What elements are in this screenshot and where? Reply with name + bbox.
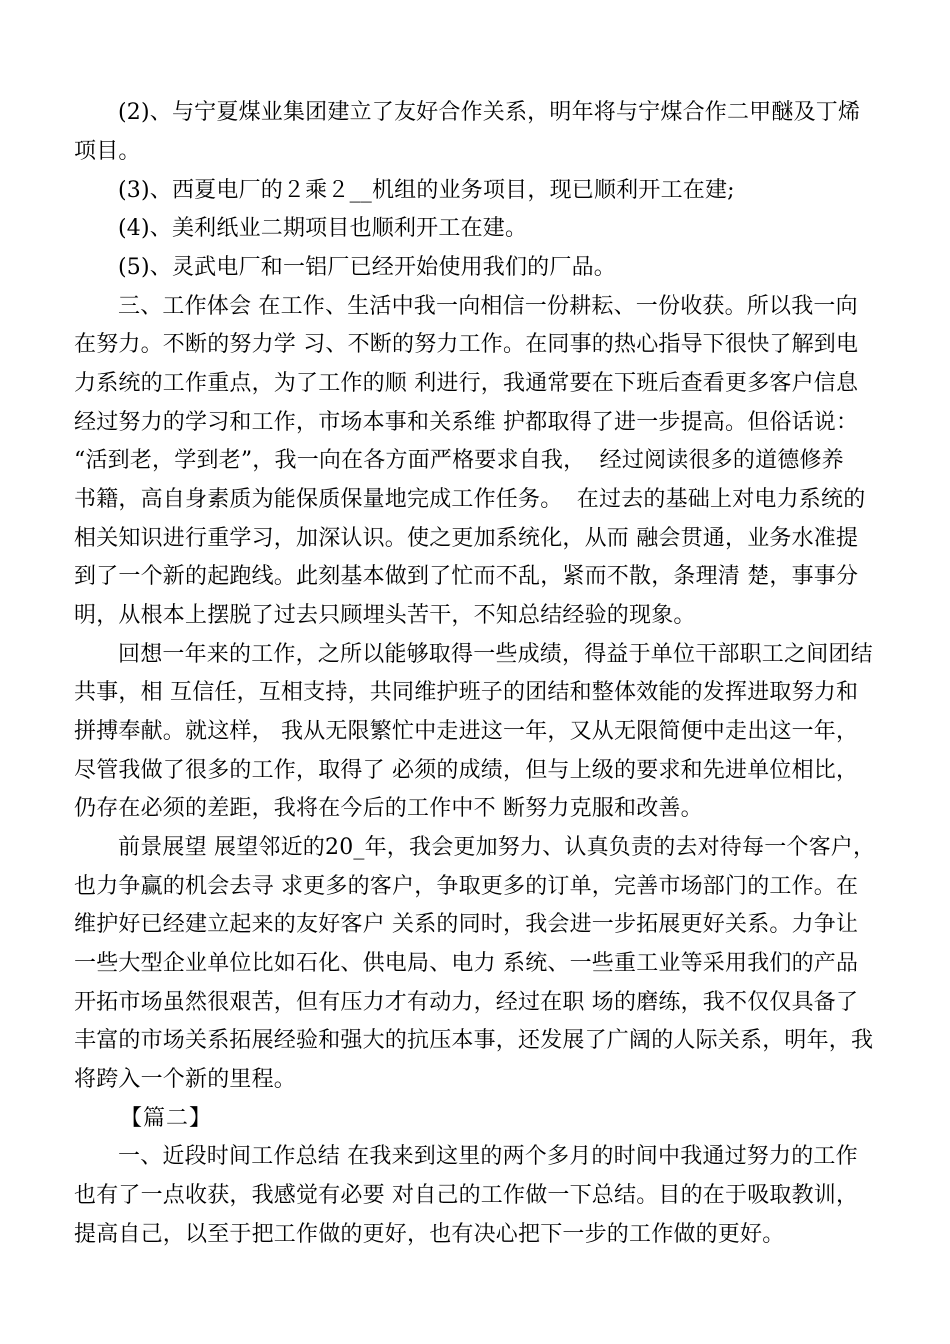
text-line: (2)、与宁夏煤业集团建立了友好合作关系，明年将与宁煤合作二甲醚及丁烯 xyxy=(118,100,861,125)
text-line: 力系统的工作重点，为了工作的顺 利进行，我通常要在下班后查看更多客户信息 xyxy=(74,371,859,396)
text-line: 回想一年来的工作，之所以能够取得一些成绩，得益于单位干部职工之间团结 xyxy=(118,642,873,667)
text-line: 尽管我做了很多的工作，取得了 必须的成绩，但与上级的要求和先进单位相比， xyxy=(74,758,859,783)
text-line: 到了一个新的起跑线。此刻基本做到了忙而不乱，紧而不散，条理清 楚，事事分 xyxy=(74,564,859,589)
text-line: 明，从根本上摆脱了过去只顾埋头苦干，不知总结经验的现象。 xyxy=(74,603,696,628)
text-line: “活到老，学到老”，我一向在各方面严格要求自我， 经过阅读很多的道德修养 xyxy=(74,448,844,473)
text-line: 提高自己，以至于把工作做的更好，也有决心把下一步的工作做的更好。 xyxy=(74,1222,785,1247)
text-line: 维护好已经建立起来的友好客户 关系的同时，我会进一步拓展更好关系。力争让 xyxy=(74,912,859,937)
text-line: 拼搏奉献。就这样， 我从无限繁忙中走进这一年，又从无限简便中走出这一年， xyxy=(74,719,859,744)
text-line: 书籍，高自身素质为能保质保量地完成工作任务。 在过去的基础上对电力系统的 xyxy=(74,487,866,512)
text-line: (5)、灵武电厂和一铝厂已经开始使用我们的厂品。 xyxy=(118,255,616,280)
text-line: 也有了一点收获，我感觉有必要 对自己的工作做一下总结。目的在于吸取教训， xyxy=(74,1183,859,1208)
text-line: 丰富的市场关系拓展经验和强大的抗压本事，还发展了广阔的人际关系，明年，我 xyxy=(74,1028,874,1053)
section-heading-line: 三、工作体会 在工作、生活中我一向相信一份耕耘、一份收获。所以我一向 xyxy=(118,294,858,319)
section-title: 【篇二】 xyxy=(120,1106,213,1131)
text-line: (4)、美利纸业二期项目也顺利开工在建。 xyxy=(118,216,528,241)
text-line: (3)、西夏电厂的２乘２__机组的业务项目，现已顺利开工在建; xyxy=(118,178,735,203)
text-line: 将跨入一个新的里程。 xyxy=(74,1067,297,1092)
text-line: 一、近段时间工作总结 在我来到这里的两个多月的时间中我通过努力的工作 xyxy=(118,1144,858,1169)
text-line: 也力争赢的机会去寻 求更多的客户，争取更多的订单，完善市场部门的工作。在 xyxy=(74,874,859,899)
text-line: 开拓市场虽然很艰苦，但有压力才有动力，经过在职 场的磨练，我不仅仅具备了 xyxy=(74,990,859,1015)
text-line: 一些大型企业单位比如石化、供电局、电力 系统、一些重工业等采用我们的产品 xyxy=(74,951,859,976)
text-line: 项目。 xyxy=(74,139,141,164)
text-line: 在努力。不断的努力学 习、不断的努力工作。在同事的热心指导下很快了解到电 xyxy=(74,332,859,357)
text-line: 相关知识进行重学习，加深认识。使之更加系统化，从而 融会贯通，业务水准提 xyxy=(74,526,859,551)
text-line: 共事，相 互信任，互相支持，共同维护班子的团结和整体效能的发挥进取努力和 xyxy=(74,680,859,705)
text-line: 经过努力的学习和工作，市场本事和关系维 护都取得了进一步提高。但俗话说： xyxy=(74,410,859,435)
text-line: 仍存在必须的差距，我将在今后的工作中不 断努力克服和改善。 xyxy=(74,796,703,821)
text-line: 前景展望 展望邻近的20_年，我会更加努力、认真负责的去对待每一个客户， xyxy=(118,835,876,860)
